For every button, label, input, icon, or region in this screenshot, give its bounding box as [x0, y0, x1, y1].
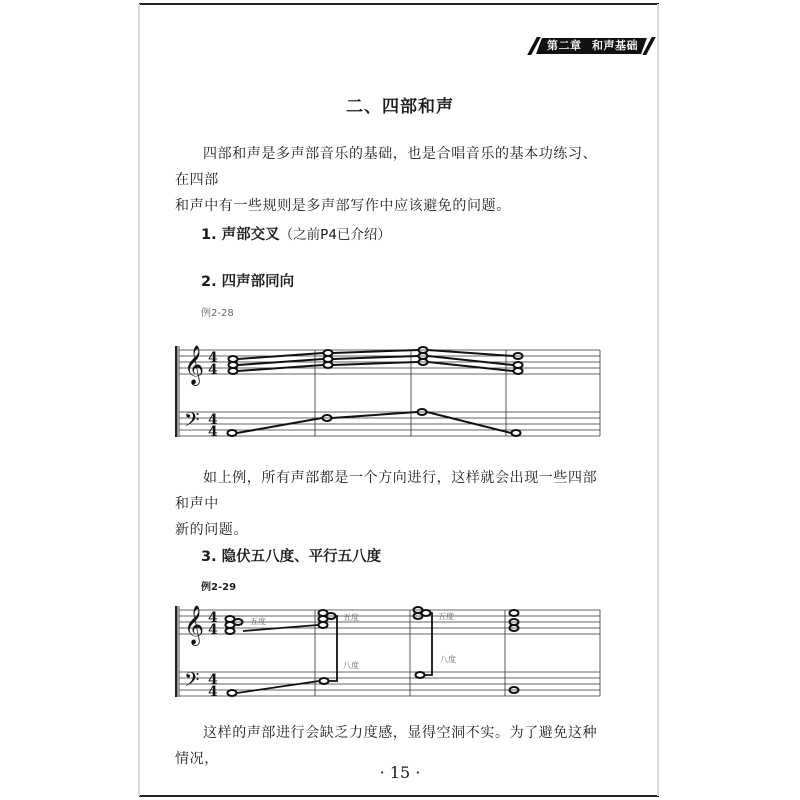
- heading-number: 1.: [201, 227, 217, 243]
- svg-text:4: 4: [208, 622, 218, 638]
- heading-number: 2.: [201, 274, 217, 290]
- svg-text:4: 4: [208, 424, 218, 440]
- heading-text: 声部交叉: [221, 227, 280, 243]
- treble-clef-icon: 𝄞: [184, 605, 205, 645]
- bass-clef-icon: 𝄢: [184, 408, 200, 436]
- heading-number: 3.: [201, 549, 217, 565]
- treble-clef-icon: 𝄞: [184, 345, 205, 385]
- page-border-top: [139, 3, 659, 5]
- heading-text: 四声部同向: [221, 274, 295, 290]
- intro-paragraph: [175, 141, 610, 219]
- explanation-line-1: 如上例，所有声部都是一个方向进行，这样就会出现一些四部和声中: [175, 470, 598, 512]
- svg-text:4: 4: [208, 610, 218, 626]
- page-border-bottom: [139, 795, 659, 797]
- svg-text:4: 4: [208, 362, 218, 378]
- heading-hidden-parallel-fifths-octaves: [201, 545, 381, 566]
- intro-line-1: 四部和声是多声部音乐的基础，也是合唱音乐的基本功练习、在四部: [175, 146, 598, 188]
- heading-four-voice-same-direction: [201, 270, 294, 291]
- svg-text:4: 4: [208, 412, 218, 428]
- page-number: · 15 ·: [379, 763, 421, 782]
- heading-note: （之前P4已介绍）: [279, 227, 391, 243]
- chapter-banner: [532, 37, 651, 55]
- svg-text:4: 4: [208, 350, 218, 366]
- svg-text:4: 4: [208, 672, 218, 688]
- octave-annotation: 八度: [440, 655, 456, 664]
- chapter-title: 和声基础: [591, 39, 638, 52]
- music-score-example-2-29: [170, 598, 610, 703]
- chapter-number: 第二章: [547, 39, 582, 52]
- explanation-line-2: 新的问题。: [175, 522, 248, 538]
- intro-line-2: 和声中有一些规则是多声部写作中应该避免的问题。: [175, 198, 511, 214]
- page-border-right: [657, 4, 659, 796]
- bass-clef-icon: 𝄢: [184, 668, 200, 696]
- example-label-2-28: 例2-28: [201, 308, 234, 319]
- section-title: 二、四部和声: [346, 97, 454, 117]
- page-border-left: [138, 4, 140, 796]
- fifth-annotation: 五度: [250, 617, 266, 626]
- svg-text:4: 4: [208, 684, 218, 700]
- heading-text: 隐伏五八度、平行五八度: [221, 549, 382, 565]
- heading-voice-crossing: [201, 223, 391, 244]
- chapter-banner-bar: [536, 38, 646, 54]
- example-label-2-29: 例2-29: [201, 582, 237, 593]
- octave-annotation: 八度: [343, 661, 359, 670]
- explanation-line-3: 这样的声部进行会缺乏力度感，显得空洞不实。为了避免这种情况，: [175, 725, 598, 767]
- music-score-example-2-28: [170, 338, 610, 443]
- fifth-annotation: 五度: [438, 612, 454, 621]
- fifth-annotation: 五度: [343, 613, 359, 622]
- explanation-paragraph-1: [175, 465, 610, 543]
